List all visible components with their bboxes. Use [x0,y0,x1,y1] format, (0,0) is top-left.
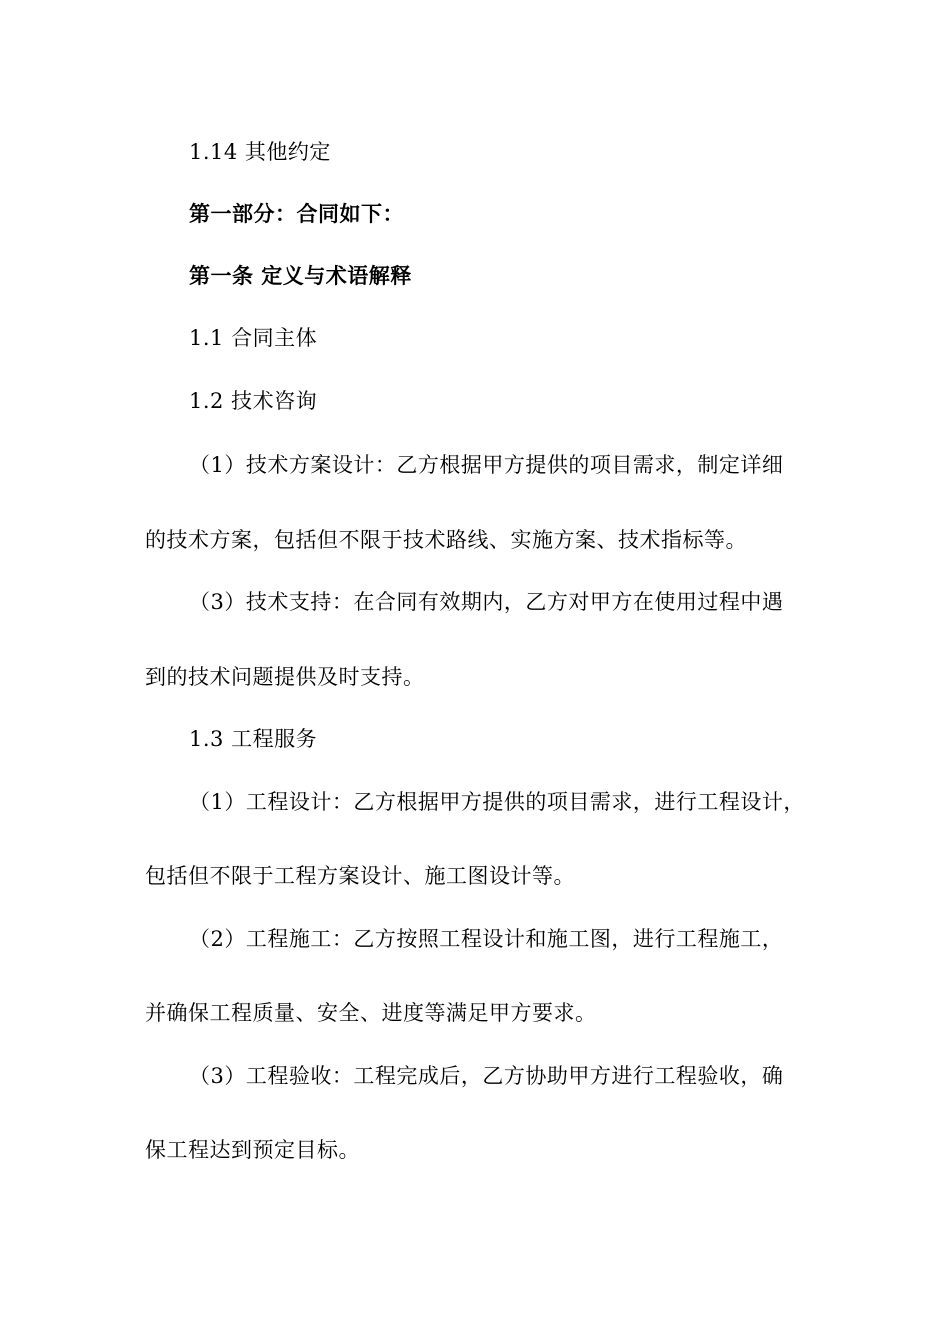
paragraph-line: 保工程达到预定目标。 [145,1138,360,1162]
paragraph-line: （3）技术支持：在合同有效期内，乙方对甲方在使用过程中遇 [189,590,784,614]
paragraph-line: （2）工程施工：乙方按照工程设计和施工图，进行工程施工， [189,927,784,951]
paragraph-line: （1）工程设计：乙方根据甲方提供的项目需求，进行工程设计， [189,790,805,814]
article-one-heading: 第一条 定义与术语解释 [189,263,412,288]
paragraph-line: 包括但不限于工程方案设计、施工图设计等。 [145,864,575,888]
paragraph-line: 并确保工程质量、安全、进度等满足甲方要求。 [145,1001,597,1025]
section-1-14-heading: 1.14 其他约定 [189,140,331,164]
section-1-3-heading: 1.3 工程服务 [189,727,318,751]
part-one-heading: 第一部分：合同如下： [189,201,404,226]
paragraph-line: 到的技术问题提供及时支持。 [145,665,425,689]
section-1-2-heading: 1.2 技术咨询 [189,389,318,413]
paragraph-line: （1）技术方案设计：乙方根据甲方提供的项目需求，制定详细 [189,453,784,477]
paragraph-line: 的技术方案，包括但不限于技术路线、实施方案、技术指标等。 [145,528,747,552]
section-1-1-heading: 1.1 合同主体 [189,326,318,350]
paragraph-line: （3）工程验收：工程完成后，乙方协助甲方进行工程验收，确 [189,1064,784,1088]
